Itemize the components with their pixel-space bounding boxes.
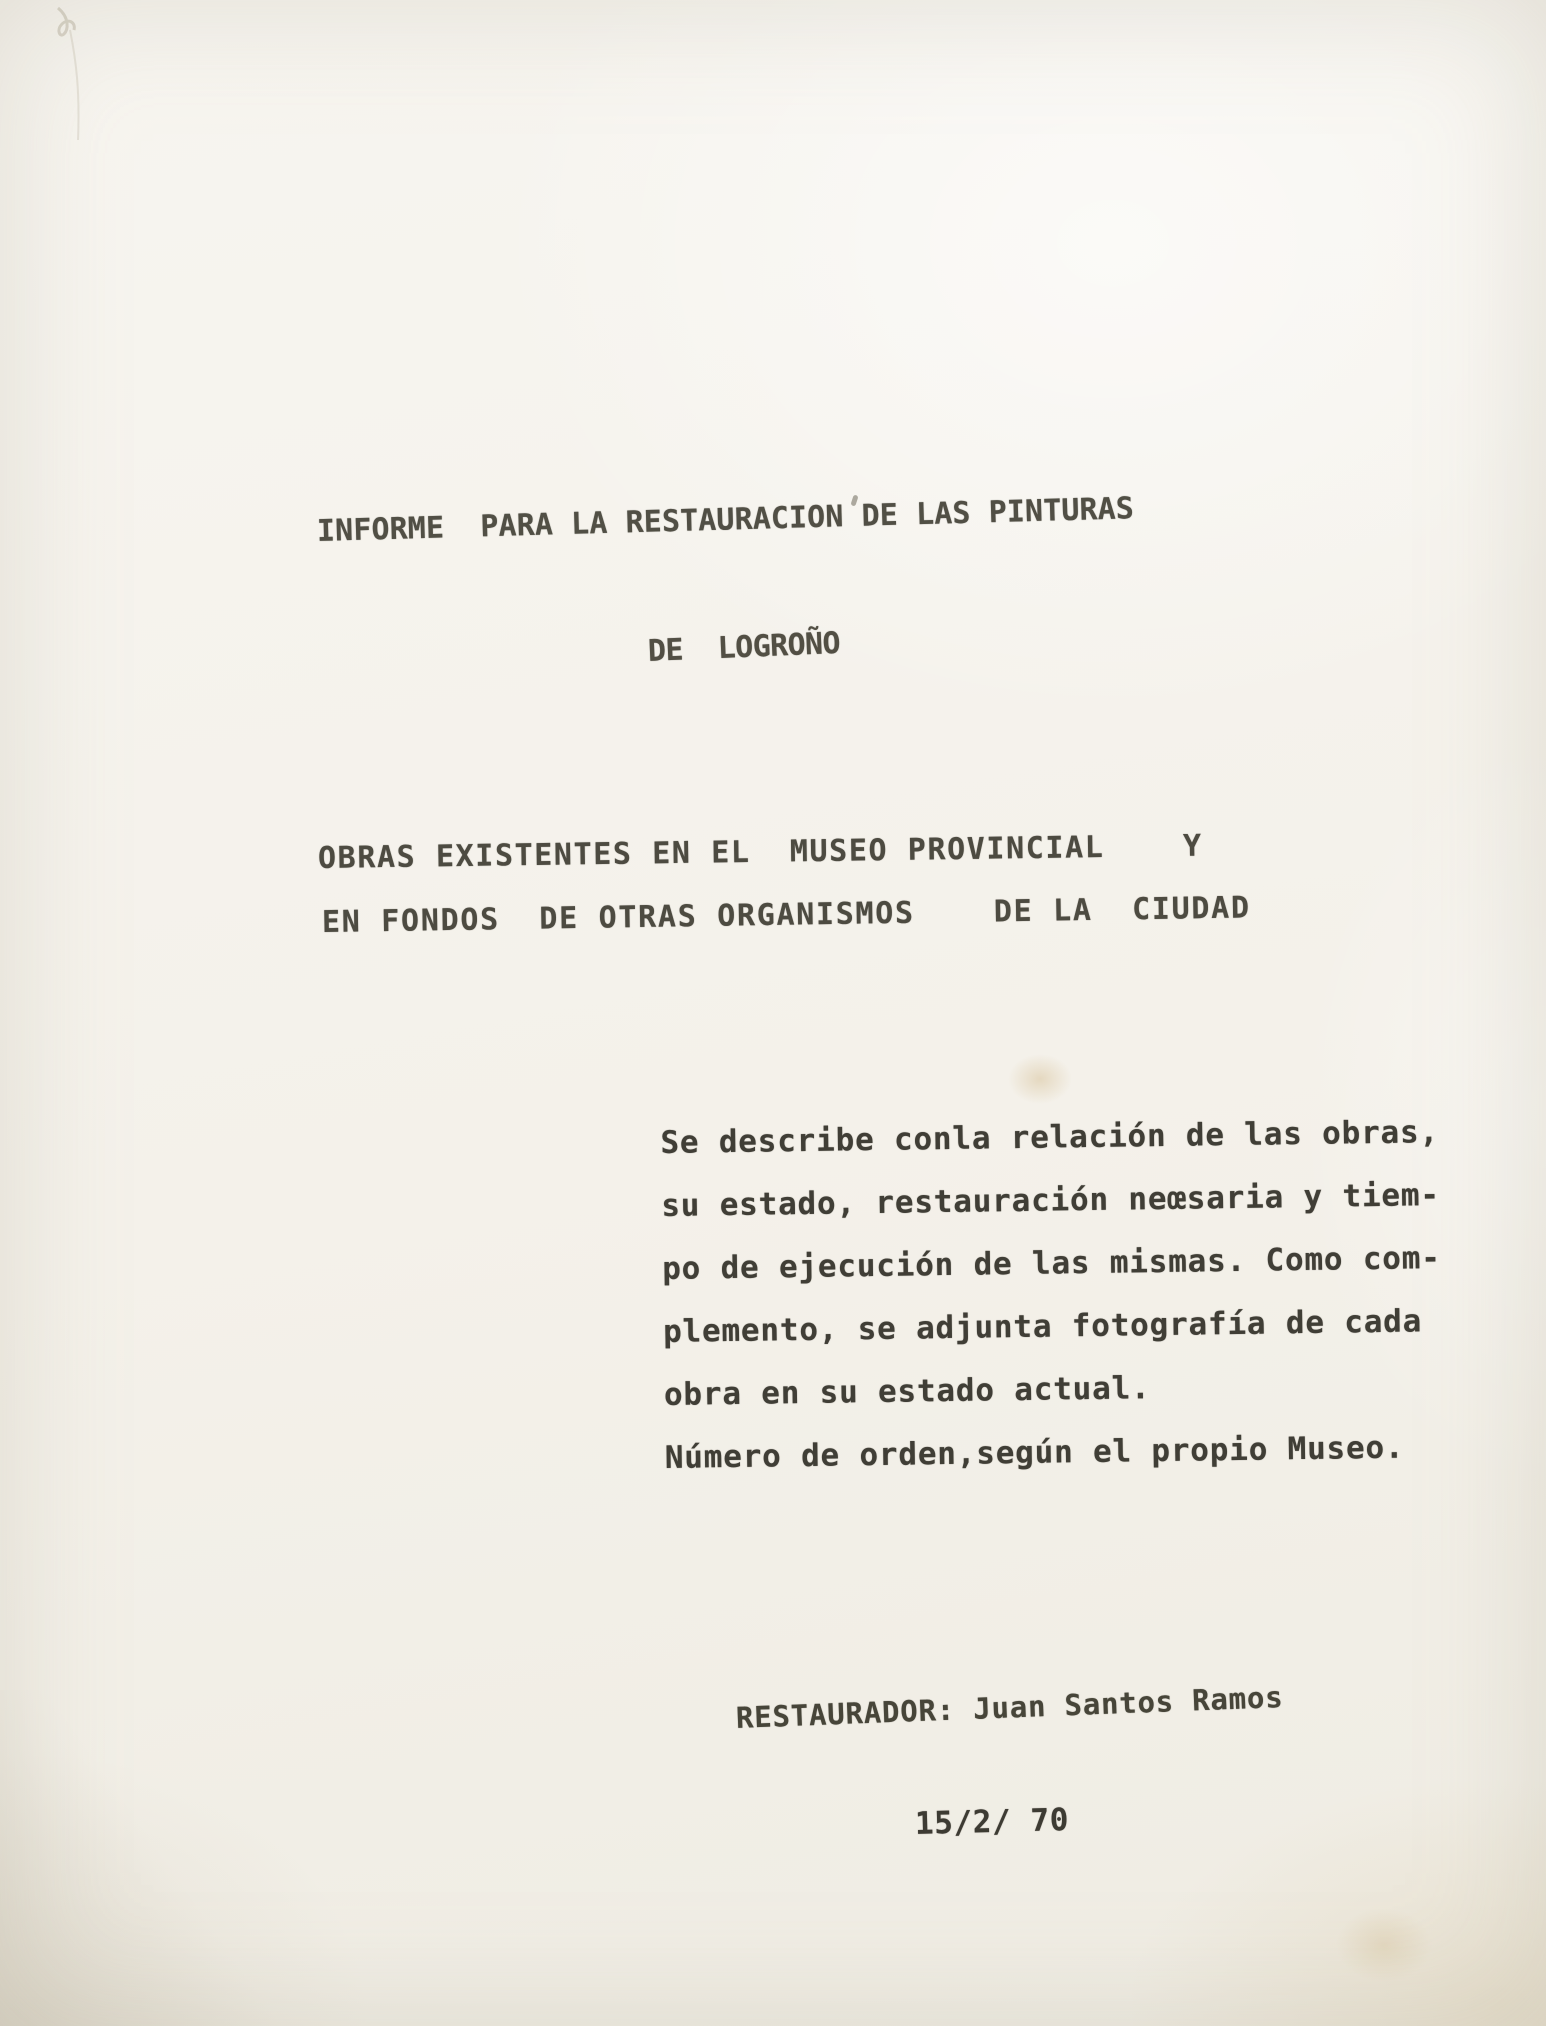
paper-stain	[1336, 1908, 1432, 1982]
restorer-name: Juan Santos Ramos	[972, 1679, 1285, 1726]
body-line: po de ejecución de las mismas. Como com-	[661, 1240, 1441, 1287]
report-title-line-1: INFORME PARA LA RESTAURACION DE LAS PINTURAS	[316, 491, 1135, 549]
report-title-line-2: DE LOGROÑO	[647, 625, 841, 669]
body-line: obra en su estado actual.	[663, 1370, 1151, 1413]
paper-crease-mark	[30, 0, 120, 170]
body-line: su estado, restauración neœsaria y tiem-	[661, 1177, 1441, 1224]
restorer-line	[735, 1680, 1284, 1735]
body-paragraph	[660, 1101, 1444, 1490]
subtitle-line-1: OBRAS EXISTENTES EN EL MUSEO PROVINCIAL Y	[317, 828, 1203, 876]
paper-fold-shadow	[0, 1690, 280, 2026]
body-line: Se describe conla relación de las obras,	[660, 1114, 1440, 1161]
subtitle-line-2: EN FONDOS DE OTRAS ORGANISMOS DE LA CIUDAD	[321, 890, 1251, 940]
body-line: Número de orden,según el propio Museo.	[664, 1429, 1405, 1476]
date-line: 15/2/ 70	[914, 1801, 1070, 1842]
paper-stain	[1008, 1054, 1072, 1104]
body-line: plemento, se adjunta fotografía de cada	[662, 1303, 1423, 1350]
restorer-label: RESTAURADOR:	[735, 1692, 956, 1735]
